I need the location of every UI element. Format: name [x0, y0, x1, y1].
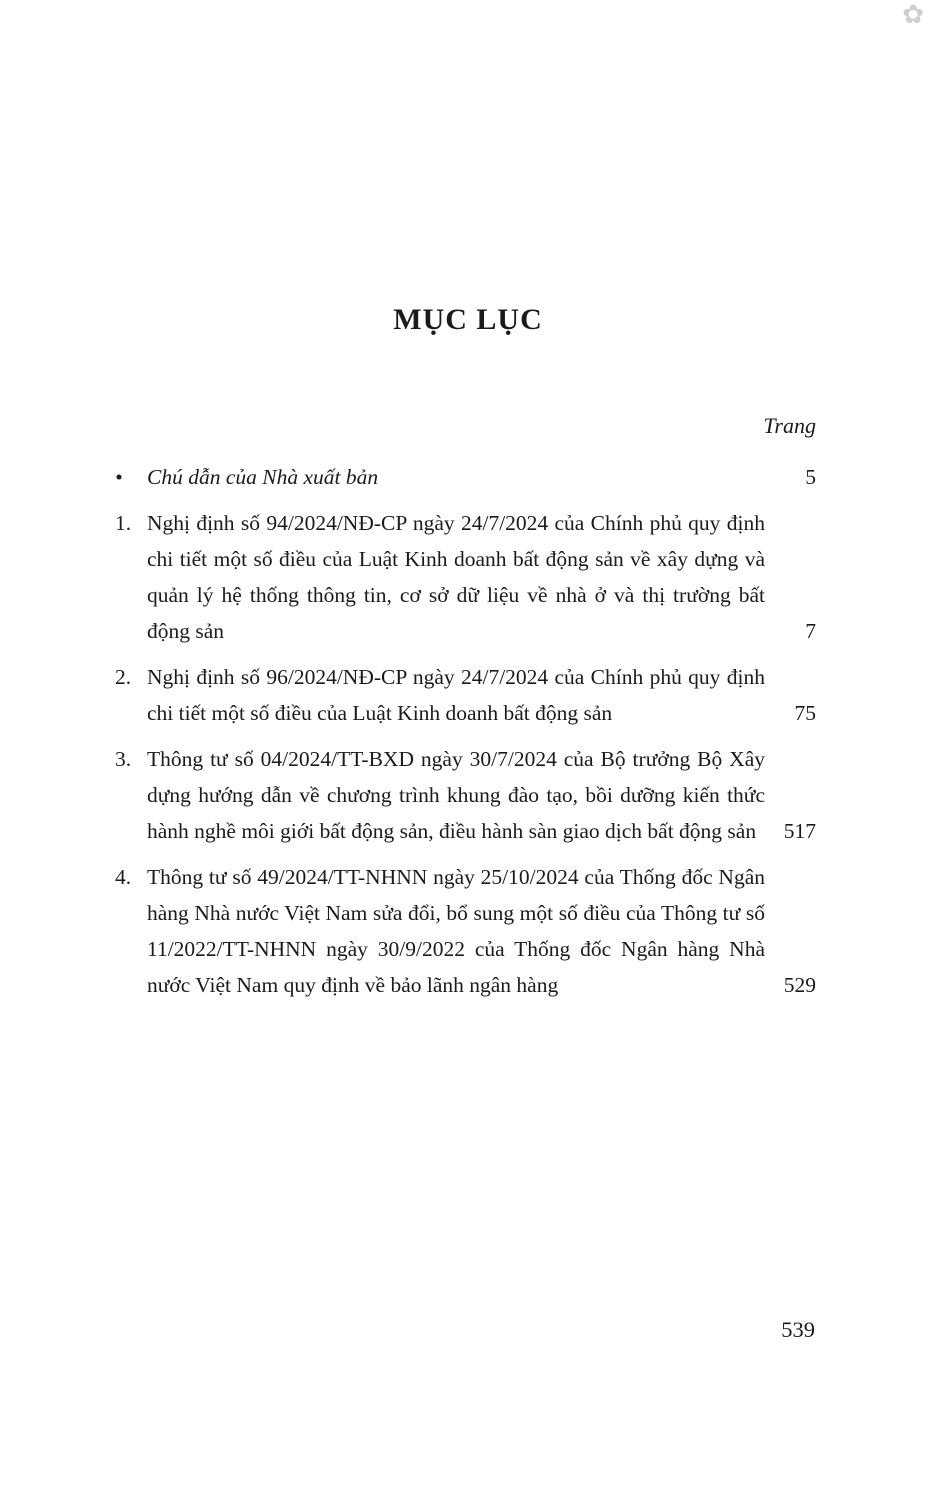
toc-list [115, 459, 816, 1013]
toc-entry-title [115, 859, 765, 1003]
toc-entry-title [115, 741, 765, 849]
toc-entry [115, 859, 816, 1003]
item-number-marker: 3. [115, 747, 132, 771]
item-number-marker: 1. [115, 511, 132, 535]
toc-entry [115, 459, 816, 495]
page-title: MỤC LỤC [393, 303, 543, 336]
page-column-header: Trang [763, 413, 816, 438]
footer-page-number: 539 [781, 1317, 815, 1342]
toc-entry-title [115, 659, 765, 731]
toc-entry-title [115, 459, 765, 495]
item-number-marker: 4. [115, 865, 132, 889]
toc-entry [115, 741, 816, 849]
toc-entry-text: Thông tư số 04/2024/TT-BXD ngày 30/7/2024 của Bộ trưởng Bộ Xây dựng hướng dẫn về chương trình khung đào tạo, bồi dưỡng kiến thức hành nghề môi giới bất động sản, điều hành sàn giao dịch bất động sản [147, 747, 765, 843]
toc-entry-page-number: 75 [794, 701, 816, 725]
toc-entry-text: Thông tư số 49/2024/TT-NHNN ngày 25/10/2024 của Thống đốc Ngân hàng Nhà nước Việt Nam sửa đổi, bổ sung một số điều của Thông tư số 11/2022/TT-NHNN ngày 30/9/2022 của Thống đốc Ngân hàng Nhà nước Việt Nam quy định về bảo lãnh ngân hàng [147, 865, 765, 997]
toc-entry-page-number: 529 [783, 973, 816, 997]
toc-entry-page-number: 7 [805, 619, 816, 643]
toc-entry-page-number: 517 [783, 819, 816, 843]
toc-entry-page-number: 5 [805, 465, 816, 489]
flower-icon: ✿ [902, 0, 924, 29]
toc-entry-title [115, 505, 765, 649]
toc-entry [115, 659, 816, 731]
toc-entry [115, 505, 816, 649]
toc-entry-text: Nghị định số 94/2024/NĐ-CP ngày 24/7/2024 của Chính phủ quy định chi tiết một số điều của Luật Kinh doanh bất động sản về xây dựng và quản lý hệ thống thông tin, cơ sở dữ liệu về nhà ở và thị trường bất động sản [147, 511, 765, 643]
item-number-marker: 2. [115, 665, 132, 689]
toc-entry-text: Nghị định số 96/2024/NĐ-CP ngày 24/7/2024 của Chính phủ quy định chi tiết một số điều của Luật Kinh doanh bất động sản [147, 665, 765, 725]
toc-entry-text: Chú dẫn của Nhà xuất bản [147, 465, 379, 489]
bullet-marker: • [115, 465, 123, 489]
